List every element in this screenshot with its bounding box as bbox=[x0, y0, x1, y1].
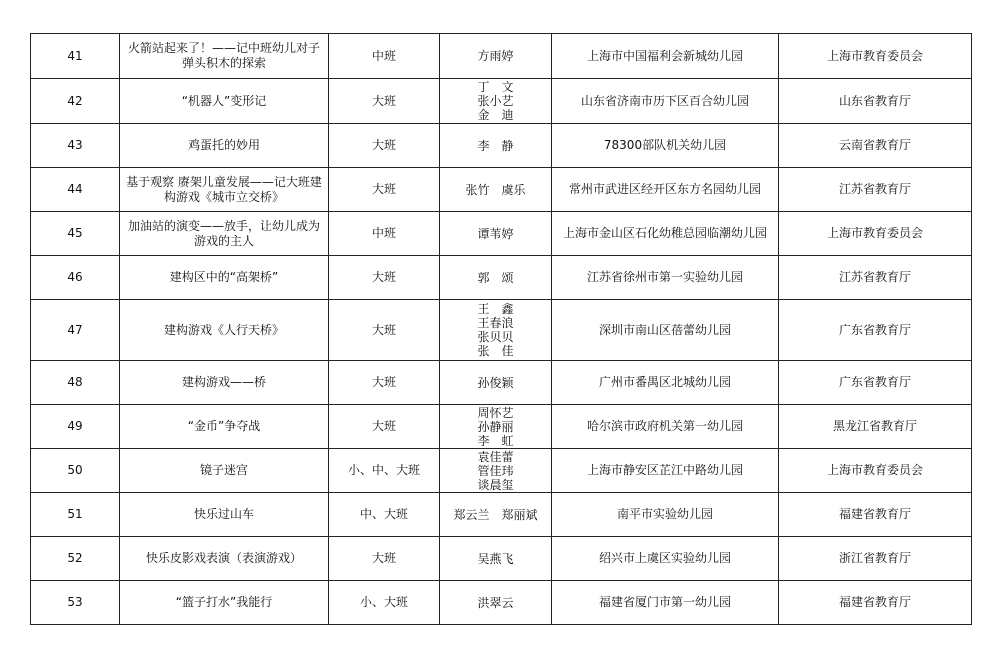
row-number: 48 bbox=[31, 361, 120, 405]
kindergarten-name: 福建省厦门市第一幼儿园 bbox=[552, 581, 779, 625]
table-row bbox=[31, 34, 972, 79]
author-name: 方雨婷 bbox=[477, 49, 514, 63]
recommending-department: 福建省教育厅 bbox=[779, 581, 972, 625]
kindergarten-name: 深圳市南山区蓓蕾幼儿园 bbox=[552, 300, 779, 361]
case-title: 建构游戏——桥 bbox=[120, 361, 329, 405]
recommending-department: 江苏省教育厅 bbox=[779, 256, 972, 300]
case-title: 火箭站起来了！——记中班幼儿对子弹头积木的探索 bbox=[120, 34, 329, 79]
kindergarten-name: 常州市武进区经开区东方名园幼儿园 bbox=[552, 168, 779, 212]
case-title: 建构游戏《人行天桥》 bbox=[120, 300, 329, 361]
case-title: 快乐皮影戏表演（表演游戏） bbox=[120, 537, 329, 581]
author-name: 张贝贝 bbox=[477, 330, 514, 344]
table-row bbox=[31, 537, 972, 581]
class-level: 大班 bbox=[329, 124, 440, 168]
kindergarten-name: 上海市金山区石化幼稚总园临潮幼儿园 bbox=[552, 212, 779, 256]
case-title: “机器人”变形记 bbox=[120, 79, 329, 124]
author-name: 王 鑫 bbox=[477, 302, 514, 316]
kindergarten-name: 广州市番禺区北城幼儿园 bbox=[552, 361, 779, 405]
class-level: 大班 bbox=[329, 168, 440, 212]
table-row bbox=[31, 581, 972, 625]
row-number: 49 bbox=[31, 405, 120, 449]
case-title: “金币”争夺战 bbox=[120, 405, 329, 449]
authors bbox=[440, 124, 552, 168]
table-row bbox=[31, 361, 972, 405]
authors bbox=[440, 361, 552, 405]
author-name: 孙俊颖 bbox=[477, 375, 514, 390]
row-number: 41 bbox=[31, 34, 120, 79]
author-name: 张小艺 bbox=[477, 94, 514, 108]
author-name: 管佳玮 bbox=[477, 463, 514, 478]
recommending-department: 上海市教育委员会 bbox=[779, 449, 972, 493]
kindergarten-name: 上海市中国福利会新城幼儿园 bbox=[552, 34, 779, 79]
kindergarten-name: 哈尔滨市政府机关第一幼儿园 bbox=[552, 405, 779, 449]
authors bbox=[440, 449, 552, 493]
recommending-department: 山东省教育厅 bbox=[779, 79, 972, 124]
class-level: 中班 bbox=[329, 34, 440, 79]
table-row bbox=[31, 405, 972, 449]
recommending-department: 福建省教育厅 bbox=[779, 493, 972, 537]
author-name: 郑云兰 郑丽斌 bbox=[453, 507, 538, 522]
author-name: 李 静 bbox=[477, 138, 514, 153]
case-title: 建构区中的“高架桥” bbox=[120, 256, 329, 300]
table-row bbox=[31, 449, 972, 493]
author-name: 孙静丽 bbox=[477, 419, 514, 434]
row-number: 45 bbox=[31, 212, 120, 256]
table-row bbox=[31, 300, 972, 361]
row-number: 42 bbox=[31, 79, 120, 124]
author-name: 谭苇婷 bbox=[477, 226, 514, 241]
row-number: 50 bbox=[31, 449, 120, 493]
recommending-department: 广东省教育厅 bbox=[779, 300, 972, 361]
class-level: 小、大班 bbox=[329, 581, 440, 625]
recommending-department: 广东省教育厅 bbox=[779, 361, 972, 405]
class-level: 小、中、大班 bbox=[329, 449, 440, 493]
row-number: 53 bbox=[31, 581, 120, 625]
case-title: “篮子打水”我能行 bbox=[120, 581, 329, 625]
recommending-department: 浙江省教育厅 bbox=[779, 537, 972, 581]
row-number: 43 bbox=[31, 124, 120, 168]
author-name: 王春浪 bbox=[477, 316, 514, 330]
class-level: 大班 bbox=[329, 361, 440, 405]
author-name: 洪翠云 bbox=[477, 595, 514, 610]
kindergarten-name: 山东省济南市历下区百合幼儿园 bbox=[552, 79, 779, 124]
recommending-department: 云南省教育厅 bbox=[779, 124, 972, 168]
class-level: 大班 bbox=[329, 405, 440, 449]
authors bbox=[440, 581, 552, 625]
table-row bbox=[31, 124, 972, 168]
author-name: 吴燕飞 bbox=[477, 551, 514, 566]
case-title: 快乐过山车 bbox=[120, 493, 329, 537]
author-name: 周怀艺 bbox=[477, 405, 514, 420]
class-level: 大班 bbox=[329, 256, 440, 300]
row-number: 51 bbox=[31, 493, 120, 537]
recommending-department: 上海市教育委员会 bbox=[779, 34, 972, 79]
author-name: 郭 颂 bbox=[477, 270, 514, 285]
table-row bbox=[31, 256, 972, 300]
row-number: 52 bbox=[31, 537, 120, 581]
row-number: 44 bbox=[31, 168, 120, 212]
author-name: 袁佳蕾 bbox=[477, 449, 514, 464]
recommending-department: 黑龙江省教育厅 bbox=[779, 405, 972, 449]
case-title: 镜子迷宫 bbox=[120, 449, 329, 493]
authors bbox=[440, 79, 552, 124]
authors bbox=[440, 493, 552, 537]
class-level: 中班 bbox=[329, 212, 440, 256]
case-title: 加油站的演变——放手，让幼儿成为游戏的主人 bbox=[120, 212, 329, 256]
author-name: 张竹 虞乐 bbox=[465, 182, 526, 197]
author-name: 张 佳 bbox=[477, 344, 514, 358]
authors bbox=[440, 300, 552, 361]
table-row bbox=[31, 212, 972, 256]
class-level: 大班 bbox=[329, 537, 440, 581]
author-name: 丁 文 bbox=[477, 80, 514, 94]
authors bbox=[440, 212, 552, 256]
class-level: 中、大班 bbox=[329, 493, 440, 537]
kindergarten-name: 78300部队机关幼儿园 bbox=[552, 124, 779, 168]
author-name: 谈晨玺 bbox=[477, 477, 514, 492]
recommending-department: 上海市教育委员会 bbox=[779, 212, 972, 256]
kindergarten-name: 绍兴市上虞区实验幼儿园 bbox=[552, 537, 779, 581]
author-name: 金 迪 bbox=[477, 108, 514, 122]
authors bbox=[440, 256, 552, 300]
recommending-department: 江苏省教育厅 bbox=[779, 168, 972, 212]
class-level: 大班 bbox=[329, 79, 440, 124]
table-row bbox=[31, 168, 972, 212]
kindergarten-name: 上海市静安区芷江中路幼儿园 bbox=[552, 449, 779, 493]
authors bbox=[440, 405, 552, 449]
kindergarten-name: 江苏省徐州市第一实验幼儿园 bbox=[552, 256, 779, 300]
row-number: 46 bbox=[31, 256, 120, 300]
case-title: 基于观察 赓架儿童发展——记大班建构游戏《城市立交桥》 bbox=[120, 168, 329, 212]
table-row bbox=[31, 79, 972, 124]
class-level: 大班 bbox=[329, 300, 440, 361]
case-title: 鸡蛋托的妙用 bbox=[120, 124, 329, 168]
kindergarten-name: 南平市实验幼儿园 bbox=[552, 493, 779, 537]
award-table bbox=[30, 33, 972, 625]
authors bbox=[440, 34, 552, 79]
row-number: 47 bbox=[31, 300, 120, 361]
authors bbox=[440, 168, 552, 212]
authors bbox=[440, 537, 552, 581]
author-name: 李 虹 bbox=[477, 433, 514, 448]
table-row bbox=[31, 493, 972, 537]
